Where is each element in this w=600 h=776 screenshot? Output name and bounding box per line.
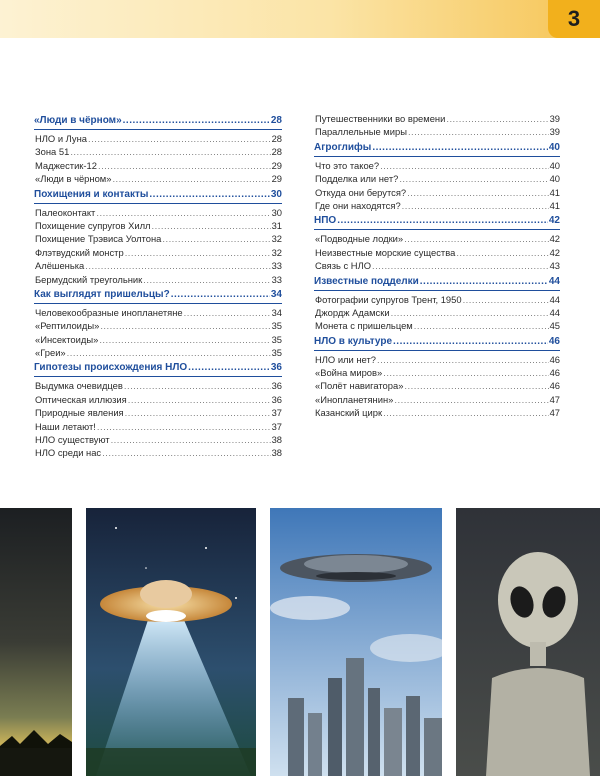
toc-page-number: 30 xyxy=(271,206,282,218)
toc-dot-leader xyxy=(402,199,549,212)
toc-page-number: 43 xyxy=(549,260,560,272)
toc-dot-leader xyxy=(128,393,271,406)
toc-entry[interactable] xyxy=(34,219,282,232)
toc-entry-title: Связь с НЛО xyxy=(315,260,372,272)
toc-page-number: 46 xyxy=(549,380,560,392)
toc-page-number: 38 xyxy=(271,434,282,446)
toc-page-number: 40 xyxy=(548,141,560,153)
page-number: 3 xyxy=(548,0,600,38)
toc-entry-title: «Греи» xyxy=(35,347,66,359)
toc-page-number: 37 xyxy=(271,420,282,432)
toc-entry-title: Откуда они берутся? xyxy=(315,186,407,198)
toc-entry-title: Похищение супругов Хилл xyxy=(35,219,151,231)
toc-page-number: 46 xyxy=(549,367,560,379)
toc-entry-title: Похищения и контакты xyxy=(34,188,149,200)
toc-column-right xyxy=(314,112,560,420)
toc-entry-title: Бермудский треугольник xyxy=(35,273,143,285)
toc-entry[interactable] xyxy=(314,319,560,332)
toc-entry[interactable] xyxy=(34,132,282,145)
toc-section-heading[interactable] xyxy=(314,274,560,291)
toc-page-number: 38 xyxy=(271,447,282,459)
toc-page-number: 33 xyxy=(271,260,282,272)
toc-dot-leader xyxy=(414,319,549,332)
toc-entry[interactable] xyxy=(314,159,560,172)
storm-clouds-photo xyxy=(0,508,72,776)
toc-entry[interactable] xyxy=(314,379,560,392)
toc-dot-leader xyxy=(100,319,270,332)
toc-entry[interactable] xyxy=(314,306,560,319)
toc-dot-leader xyxy=(96,206,270,219)
toc-page-number: 33 xyxy=(271,273,282,285)
toc-page-number: 32 xyxy=(271,246,282,258)
toc-entry-title: Джордж Адамски xyxy=(315,306,390,318)
toc-page-number: 41 xyxy=(549,186,560,198)
header-band xyxy=(0,0,600,38)
toc-page-number: 35 xyxy=(271,320,282,332)
toc-dot-leader xyxy=(408,125,549,138)
toc-dot-leader xyxy=(404,379,548,392)
toc-entry[interactable] xyxy=(314,393,560,406)
toc-dot-leader xyxy=(380,159,548,172)
toc-entry-title: Фотографии супругов Трент, 1950 xyxy=(315,293,462,305)
toc-entry[interactable] xyxy=(314,232,560,245)
toc-dot-leader xyxy=(123,113,270,129)
toc-entry[interactable] xyxy=(314,112,560,125)
toc-entry-title: «Рептилоиды» xyxy=(35,320,100,332)
toc-dot-leader xyxy=(399,172,548,185)
toc-dot-leader xyxy=(125,406,271,419)
toc-entry-title: НЛО и Луна xyxy=(35,133,87,144)
toc-dot-leader xyxy=(188,360,270,376)
toc-entry[interactable] xyxy=(34,406,282,419)
toc-entry[interactable] xyxy=(34,172,282,185)
toc-column-left xyxy=(34,112,282,460)
toc-page-number: 32 xyxy=(271,233,282,245)
toc-dot-leader xyxy=(456,246,548,259)
toc-page-number: 28 xyxy=(271,146,282,158)
grey-alien-photo xyxy=(456,508,600,776)
toc-entry[interactable] xyxy=(314,406,560,419)
toc-entry[interactable] xyxy=(34,306,282,319)
toc-entry-title: Выдумка очевидцев xyxy=(35,380,123,392)
toc-entry[interactable] xyxy=(34,259,282,272)
toc-entry[interactable] xyxy=(34,206,282,219)
toc-entry-title: Палеоконтакт xyxy=(35,206,96,218)
toc-dot-leader xyxy=(125,246,271,259)
toc-dot-leader xyxy=(394,393,548,406)
photo-strip xyxy=(0,508,600,776)
toc-dot-leader xyxy=(383,406,549,419)
toc-section-heading[interactable] xyxy=(34,187,282,204)
toc-section-heading[interactable] xyxy=(314,140,560,157)
toc-entry[interactable] xyxy=(34,346,282,359)
toc-page-number: 39 xyxy=(549,113,560,124)
toc-page-number: 45 xyxy=(549,320,560,332)
toc-entry[interactable] xyxy=(314,246,560,259)
toc-entry[interactable] xyxy=(314,172,560,185)
toc-entry-title: Где они находятся? xyxy=(315,199,401,211)
toc-dot-leader xyxy=(111,433,271,446)
toc-entry-title: Гипотезы происхождения НЛО xyxy=(34,362,188,374)
toc-page-number: 42 xyxy=(549,233,560,245)
toc-section-heading[interactable] xyxy=(34,360,282,377)
toc-section-heading[interactable] xyxy=(34,287,282,304)
toc-dot-leader xyxy=(98,159,271,172)
toc-dot-leader xyxy=(420,274,548,290)
toc-page-number: 35 xyxy=(271,347,282,359)
toc-dot-leader xyxy=(112,172,270,185)
toc-entry[interactable] xyxy=(314,186,560,199)
toc-dot-leader xyxy=(404,232,548,245)
toc-page-number: 40 xyxy=(549,173,560,185)
toc-page-number: 34 xyxy=(270,288,282,300)
toc-page-number: 47 xyxy=(549,393,560,405)
toc-entry[interactable] xyxy=(314,353,560,366)
toc-entry[interactable] xyxy=(34,232,282,245)
toc-entry-title: НЛО в культуре xyxy=(314,335,393,347)
toc-page-number: 42 xyxy=(548,215,560,227)
toc-dot-leader xyxy=(99,333,270,346)
ufo-over-city-photo xyxy=(270,508,442,776)
toc-page-number: 40 xyxy=(549,159,560,171)
toc-page-number: 31 xyxy=(271,219,282,231)
toc-page-number: 41 xyxy=(549,199,560,211)
toc-entry[interactable] xyxy=(34,246,282,259)
toc-section-heading[interactable] xyxy=(314,334,560,351)
toc-entry[interactable] xyxy=(34,333,282,346)
toc-dot-leader xyxy=(97,420,271,433)
toc-dot-leader xyxy=(152,219,271,232)
toc-entry-title: НПО xyxy=(314,215,337,227)
toc-dot-leader xyxy=(85,259,270,272)
toc-section-heading[interactable] xyxy=(34,113,282,130)
toc-entry-title: Наши летают! xyxy=(35,420,96,432)
toc-page-number: 47 xyxy=(549,407,560,419)
toc-entry[interactable] xyxy=(34,319,282,332)
toc-entry-title: Флэтвудский монстр xyxy=(35,246,124,258)
toc-dot-leader xyxy=(391,306,549,319)
toc-dot-leader xyxy=(88,132,271,145)
toc-dot-leader xyxy=(124,379,271,392)
toc-page-number: 44 xyxy=(548,275,560,287)
toc-entry-title: Маджестик-12 xyxy=(35,159,97,171)
toc-page-number: 34 xyxy=(271,306,282,318)
toc-page-number: 44 xyxy=(549,306,560,318)
toc-entry-title: Агроглифы xyxy=(314,141,372,153)
toc-entry[interactable] xyxy=(34,159,282,172)
toc-page-number: 28 xyxy=(271,133,282,144)
toc-entry-title: Подделка или нет? xyxy=(315,173,399,185)
toc-entry-title: НЛО существуют xyxy=(35,434,110,446)
toc-entry-title: Зона 51 xyxy=(35,146,70,158)
toc-entry[interactable] xyxy=(314,125,560,138)
toc-entry[interactable] xyxy=(314,199,560,212)
toc-entry-title: Неизвестные морские существа xyxy=(315,246,456,258)
toc-entry-title: «Люди в чёрном» xyxy=(35,173,112,185)
toc-entry-title: Как выглядят пришельцы? xyxy=(34,288,170,300)
toc-dot-leader xyxy=(446,112,548,125)
toc-page-number: 39 xyxy=(549,126,560,138)
toc-entry-title: Похищение Трэвиса Уолтона xyxy=(35,233,162,245)
toc-entry-title: Путешественники во времени xyxy=(315,113,446,124)
toc-dot-leader xyxy=(102,446,270,459)
toc-dot-leader xyxy=(70,145,270,158)
toc-entry-title: «Инсектоиды» xyxy=(35,333,99,345)
toc-dot-leader xyxy=(149,187,269,203)
toc-dot-leader xyxy=(407,186,548,199)
toc-entry[interactable] xyxy=(34,273,282,286)
toc-dot-leader xyxy=(463,293,549,306)
toc-dot-leader xyxy=(337,213,548,229)
toc-dot-leader xyxy=(171,287,270,303)
toc-section-heading[interactable] xyxy=(314,213,560,230)
toc-page-number: 46 xyxy=(549,353,560,365)
toc-entry-title: «Полёт навигатора» xyxy=(315,380,404,392)
toc-entry-title: Оптическая иллюзия xyxy=(35,393,127,405)
toc-dot-leader xyxy=(162,232,270,245)
toc-entry-title: «Подводные лодки» xyxy=(315,233,404,245)
toc-page-number: 36 xyxy=(271,393,282,405)
toc-entry[interactable] xyxy=(314,293,560,306)
toc-page-number: 29 xyxy=(271,173,282,185)
toc-page-number: 30 xyxy=(270,188,282,200)
toc-entry[interactable] xyxy=(34,433,282,446)
toc-dot-leader xyxy=(393,334,548,350)
toc-entry-title: «Люди в чёрном» xyxy=(34,115,122,126)
toc-page-number: 36 xyxy=(271,380,282,392)
toc-entry-title: «Война миров» xyxy=(315,367,383,379)
toc-entry-title: НЛО или нет? xyxy=(315,353,376,365)
toc-entry[interactable] xyxy=(34,379,282,392)
toc-dot-leader xyxy=(372,259,549,272)
toc-entry-title: Монета с пришельцем xyxy=(315,320,413,332)
toc-entry[interactable] xyxy=(314,366,560,379)
ufo-beam-photo xyxy=(86,508,256,776)
toc-entry-title: Алёшенька xyxy=(35,260,85,272)
toc-dot-leader xyxy=(377,353,549,366)
toc-entry-title: НЛО среди нас xyxy=(35,447,102,459)
toc-page-number: 29 xyxy=(271,159,282,171)
toc-entry[interactable] xyxy=(34,393,282,406)
toc-page-number: 44 xyxy=(549,293,560,305)
toc-page-number: 37 xyxy=(271,407,282,419)
toc-entry[interactable] xyxy=(314,259,560,272)
toc-dot-leader xyxy=(184,306,271,319)
toc-entry-title: Известные подделки xyxy=(314,275,419,287)
toc-entry-title: Что это такое? xyxy=(315,159,380,171)
toc-entry-title: Казанский цирк xyxy=(315,407,383,419)
toc-dot-leader xyxy=(383,366,548,379)
toc-entry[interactable] xyxy=(34,145,282,158)
toc-page-number: 28 xyxy=(270,115,282,126)
toc-entry-title: Природные явления xyxy=(35,407,124,419)
toc-entry-title: Человекообразные инопланетяне xyxy=(35,306,183,318)
toc-page-number: 36 xyxy=(270,362,282,374)
toc-dot-leader xyxy=(143,273,270,286)
toc-dot-leader xyxy=(67,346,271,359)
toc-page-number: 42 xyxy=(549,246,560,258)
toc-entry-title: «Инопланетянин» xyxy=(315,393,394,405)
toc-dot-leader xyxy=(372,140,548,156)
toc-entry[interactable] xyxy=(34,420,282,433)
toc-page-number: 35 xyxy=(271,333,282,345)
toc-entry[interactable] xyxy=(34,446,282,459)
toc-page-number: 46 xyxy=(548,335,560,347)
toc-entry-title: Параллельные миры xyxy=(315,126,407,138)
